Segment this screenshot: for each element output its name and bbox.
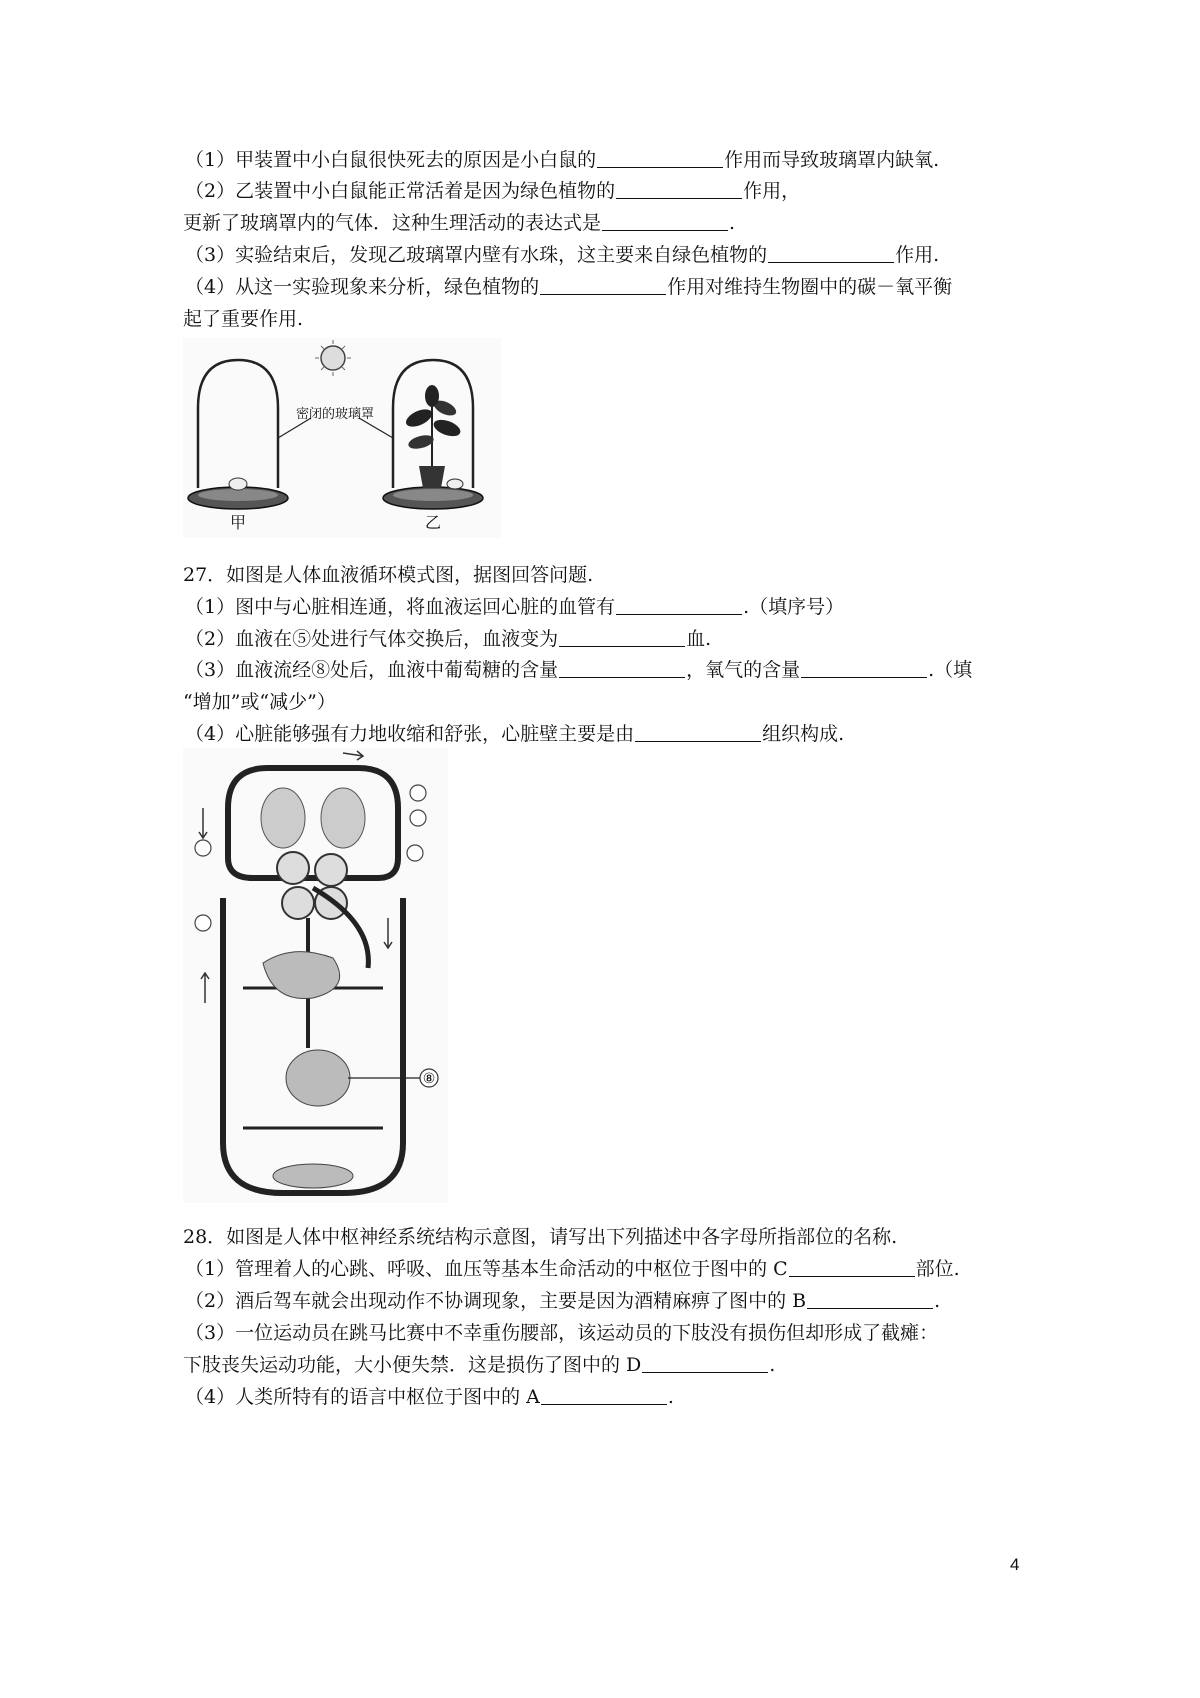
bell-jar-diagram <box>183 338 501 538</box>
answer-blank[interactable] <box>559 645 685 647</box>
answer-blank[interactable] <box>616 613 742 615</box>
q26-part-2: （2）乙装置中小白鼠能正常活着是因为绿色植物的 作用， <box>185 180 801 202</box>
arrow-up-icon <box>201 973 209 1003</box>
answer-blank[interactable] <box>597 166 723 168</box>
q28-stem: 28．如图是人体中枢神经系统结构示意图，请写出下列描述中各字母所指部位的名称. <box>183 1226 898 1248</box>
sun-icon <box>315 340 351 376</box>
bell-jar-figure <box>183 338 501 538</box>
answer-blank[interactable] <box>559 676 685 678</box>
arrow-right-icon <box>343 751 363 760</box>
q26-part-2-cont: 更新了玻璃罩内的气体．这种生理活动的表达式是 . <box>183 212 736 234</box>
bell-jar-left <box>188 360 288 509</box>
q27-part-4: （4）心脏能够强有力地收缩和舒张，心脏壁主要是由 组织构成. <box>185 723 845 745</box>
arrow-down-icon <box>199 808 207 838</box>
q28-part-3: （3）一位运动员在跳马比赛中不幸重伤腰部，该运动员的下肢没有损伤但却形成了截瘫： <box>185 1322 939 1344</box>
q27-part-3-cont: “增加”或“减少”） <box>183 691 336 713</box>
answer-blank[interactable] <box>541 1403 667 1405</box>
blood-circulation-figure <box>183 748 448 1203</box>
label-yi: 乙 <box>424 513 442 532</box>
q26-part-3: （3）实验结束后，发现乙玻璃罩内壁有水珠，这主要来自绿色植物的 作用. <box>185 244 940 266</box>
q28-part-2: （2）酒后驾车就会出现动作不协调现象，主要是因为酒精麻痹了图中的 B . <box>185 1290 941 1312</box>
heart-icon <box>277 852 347 919</box>
q27-part-2: （2）血液在⑤处进行气体交换后，血液变为 血. <box>185 628 712 650</box>
q28-part-4: （4）人类所特有的语言中枢位于图中的 A . <box>185 1386 674 1408</box>
answer-blank[interactable] <box>635 740 761 742</box>
q26-part-1: （1）甲装置中小白鼠很快死去的原因是小白鼠的 作用而导致玻璃罩内缺氧. <box>185 149 940 171</box>
q26-part-4: （4）从这一实验现象来分析，绿色植物的 作用对维持生物圈中的碳－氧平衡 <box>185 276 953 298</box>
answer-blank[interactable] <box>801 676 927 678</box>
q28-part-1: （1）管理着人的心跳、呼吸、血压等基本生命活动的中枢位于图中的 C 部位. <box>185 1258 960 1280</box>
arrow-down-icon <box>384 918 392 948</box>
label-jia: 甲 <box>229 513 247 532</box>
mouse-icon <box>229 478 247 490</box>
answer-blank[interactable] <box>768 261 894 263</box>
jar-center-label: 密闭的玻璃罩 <box>295 407 375 422</box>
circulation-diagram <box>183 748 448 1203</box>
q27-part-3: （3）血液流经⑧处后，血液中葡萄糖的含量 ，氧气的含量 .（填 <box>185 659 973 681</box>
answer-blank[interactable] <box>616 197 742 199</box>
answer-blank[interactable] <box>602 229 728 231</box>
bell-jar-right <box>383 360 483 509</box>
q26-part-4-cont: 起了重要作用. <box>183 308 304 330</box>
page-number: 4 <box>1010 1555 1020 1574</box>
q28-part-3-cont: 下肢丧失运动功能，大小便失禁．这是损伤了图中的 D . <box>183 1354 776 1376</box>
marker-8: ⑧ <box>422 1071 436 1087</box>
answer-blank[interactable] <box>789 1275 915 1277</box>
potted-plant-icon <box>403 385 462 488</box>
answer-blank[interactable] <box>807 1307 933 1309</box>
q27-part-1: （1）图中与心脏相连通，将血液运回心脏的血管有 .（填序号） <box>185 596 845 618</box>
q27-stem: 27．如图是人体血液循环模式图，据图回答问题. <box>183 564 594 586</box>
answer-blank[interactable] <box>642 1371 768 1373</box>
answer-blank[interactable] <box>540 293 666 295</box>
mouse-icon <box>447 479 463 489</box>
